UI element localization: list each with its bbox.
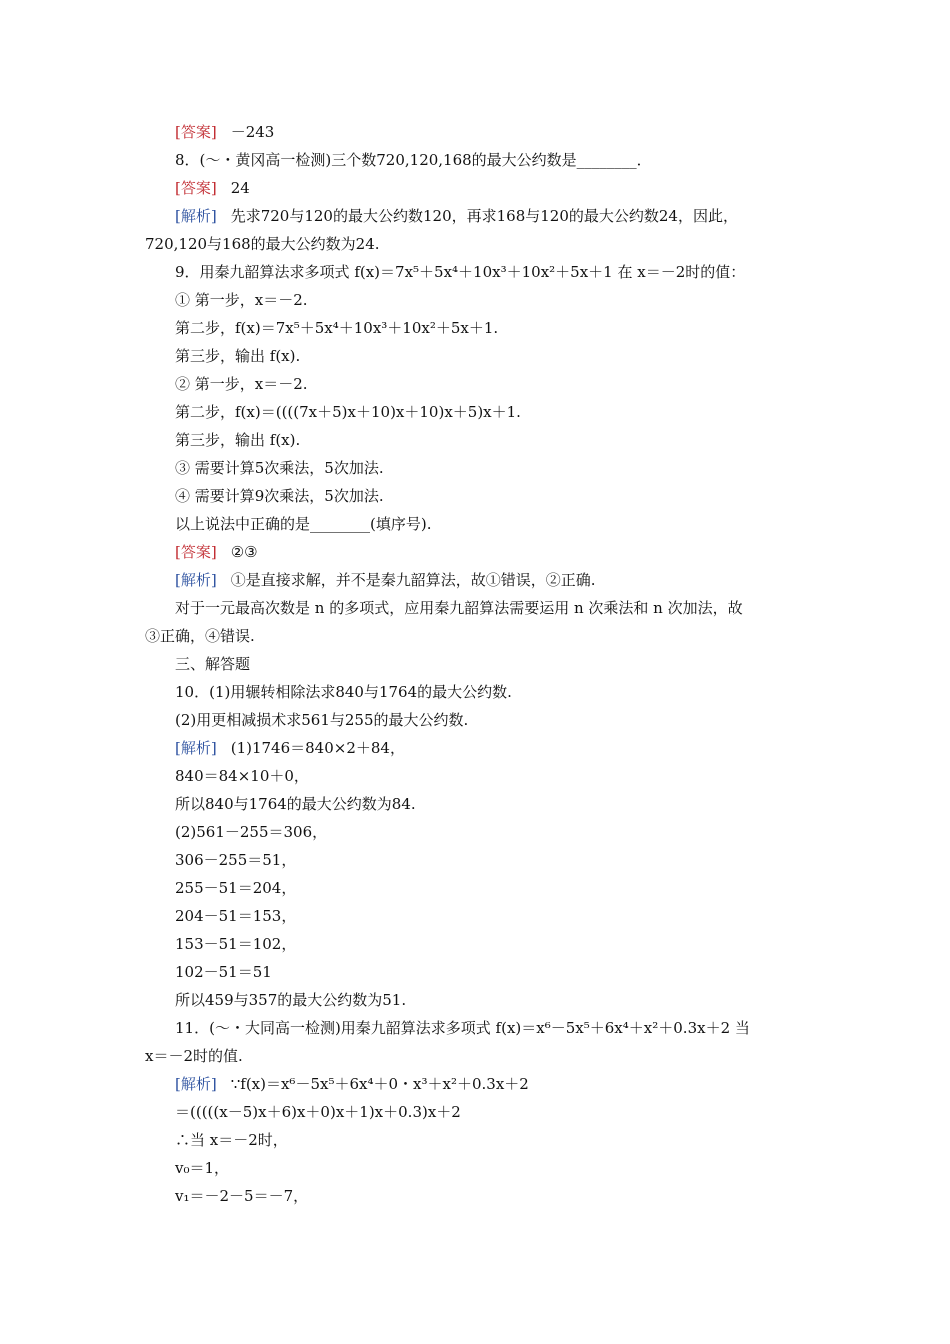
question-text: 9．用秦九韶算法求多项式 f(x)＝7x⁵＋5x⁴＋10x³＋10x²＋5x＋1 在 x＝－2时的值： <box>175 263 746 281</box>
body-line <box>175 290 308 310</box>
body-line <box>175 374 308 394</box>
body-line <box>175 458 384 478</box>
body-text: 第二步，f(x)＝7x⁵＋5x⁴＋10x³＋10x²＋5x＋1. <box>175 319 499 337</box>
answer-text: ②③ <box>230 543 258 561</box>
answer-tag: [答案] <box>175 543 217 561</box>
question-text: 11．(～・大同高一检测)用秦九韶算法求多项式 f(x)＝x⁶－5x⁵＋6x⁴＋x²＋0.3x＋2 当 <box>175 1019 750 1037</box>
body-line <box>175 430 300 450</box>
body-line <box>175 1130 288 1150</box>
body-line <box>175 934 296 954</box>
section-heading <box>175 654 250 674</box>
body-text: ③ 需要计算5次乘法，5次加法. <box>175 459 384 477</box>
body-line <box>175 822 327 842</box>
body-text: 所以459与357的最大公约数为51. <box>175 991 407 1009</box>
body-line <box>175 486 384 506</box>
analysis-text: ①是直接求解，并不是秦九韶算法，故①错误，②正确. <box>230 571 596 589</box>
body-line <box>175 878 296 898</box>
answer-text: －243 <box>230 123 275 141</box>
answer-line <box>175 178 250 198</box>
question-9 <box>175 262 745 282</box>
analysis-line <box>175 738 405 758</box>
body-line <box>175 850 296 870</box>
body-text: 720,120与168的最大公约数为24. <box>145 235 380 253</box>
body-line <box>145 626 255 646</box>
body-text: (2)561－255＝306， <box>175 823 328 841</box>
answer-text: 24 <box>230 179 250 197</box>
answer-tag: [答案] <box>175 123 217 141</box>
body-line <box>175 598 743 618</box>
body-text: (2)用更相减损术求561与255的最大公约数. <box>175 711 469 729</box>
question-8 <box>175 150 652 170</box>
body-text: ∴当 x＝－2时， <box>175 1131 288 1149</box>
answer-tag: [答案] <box>175 179 217 197</box>
body-line <box>145 234 380 254</box>
analysis-tag: [解析] <box>175 571 217 589</box>
body-text: 第三步，输出 f(x). <box>175 347 301 365</box>
body-line <box>145 1046 243 1066</box>
body-line <box>175 514 431 534</box>
body-text: 第二步，f(x)＝((((7x＋5)x＋10)x＋10)x＋5)x＋1. <box>175 403 521 421</box>
body-text: ＝(((((x－5)x＋6)x＋0)x＋1)x＋0.3)x＋2 <box>175 1103 461 1121</box>
body-text: 所以840与1764的最大公约数为84. <box>175 795 416 813</box>
body-line <box>175 346 300 366</box>
analysis-tag: [解析] <box>175 1075 217 1093</box>
analysis-line <box>175 570 596 590</box>
body-text: x＝－2时的值. <box>145 1047 243 1065</box>
body-text: 第三步，输出 f(x). <box>175 431 301 449</box>
body-text: ② 第一步，x＝－2. <box>175 375 308 393</box>
body-text: ① 第一步，x＝－2. <box>175 291 308 309</box>
body-line <box>175 1158 229 1178</box>
question-11 <box>175 1018 750 1038</box>
analysis-text: ∵f(x)＝x⁶－5x⁵＋6x⁴＋0・x³＋x²＋0.3x＋2 <box>230 1075 529 1093</box>
question-text: 10．(1)用辗转相除法求840与1764的最大公约数. <box>175 683 512 701</box>
section-heading-text: 三、解答题 <box>175 655 251 673</box>
body-text: ④ 需要计算9次乘法，5次加法. <box>175 487 384 505</box>
body-line <box>175 962 272 982</box>
question-10 <box>175 682 512 702</box>
analysis-text: 先求720与120的最大公约数120，再求168与120的最大公约数24，因此， <box>230 207 738 225</box>
body-line <box>175 402 521 422</box>
body-text: ③正确，④错误. <box>145 627 255 645</box>
body-line <box>175 710 468 730</box>
body-line <box>175 766 309 786</box>
body-text: 204－51＝153， <box>175 907 297 925</box>
body-line <box>175 318 498 338</box>
analysis-text: (1)1746＝840×2＋84， <box>230 739 405 757</box>
body-text: 153－51＝102， <box>175 935 297 953</box>
body-text: 对于一元最高次数是 n 的多项式，应用秦九韶算法需要运用 n 次乘法和 n 次加法，故 <box>175 599 743 617</box>
body-text: 255－51＝204， <box>175 879 297 897</box>
body-line <box>175 906 296 926</box>
body-text: 102－51＝51 <box>175 963 272 981</box>
body-text: 306－255＝51， <box>175 851 297 869</box>
body-text: v₀＝1， <box>175 1159 230 1177</box>
body-text: v₁＝－2－5＝－7， <box>175 1187 309 1205</box>
analysis-tag: [解析] <box>175 207 217 225</box>
analysis-line <box>175 1074 529 1094</box>
body-line <box>175 1102 461 1122</box>
analysis-line <box>175 206 738 226</box>
question-text: 8．(～・黄冈高一检测)三个数720,120,168的最大公约数是________． <box>175 151 652 169</box>
answer-line <box>175 122 274 142</box>
body-text: 以上说法中正确的是________(填序号). <box>175 515 432 533</box>
body-line <box>175 990 406 1010</box>
analysis-tag: [解析] <box>175 739 217 757</box>
body-text: 840＝84×10＋0， <box>175 767 309 785</box>
body-line <box>175 1186 308 1206</box>
answer-line <box>175 542 258 562</box>
body-line <box>175 794 416 814</box>
